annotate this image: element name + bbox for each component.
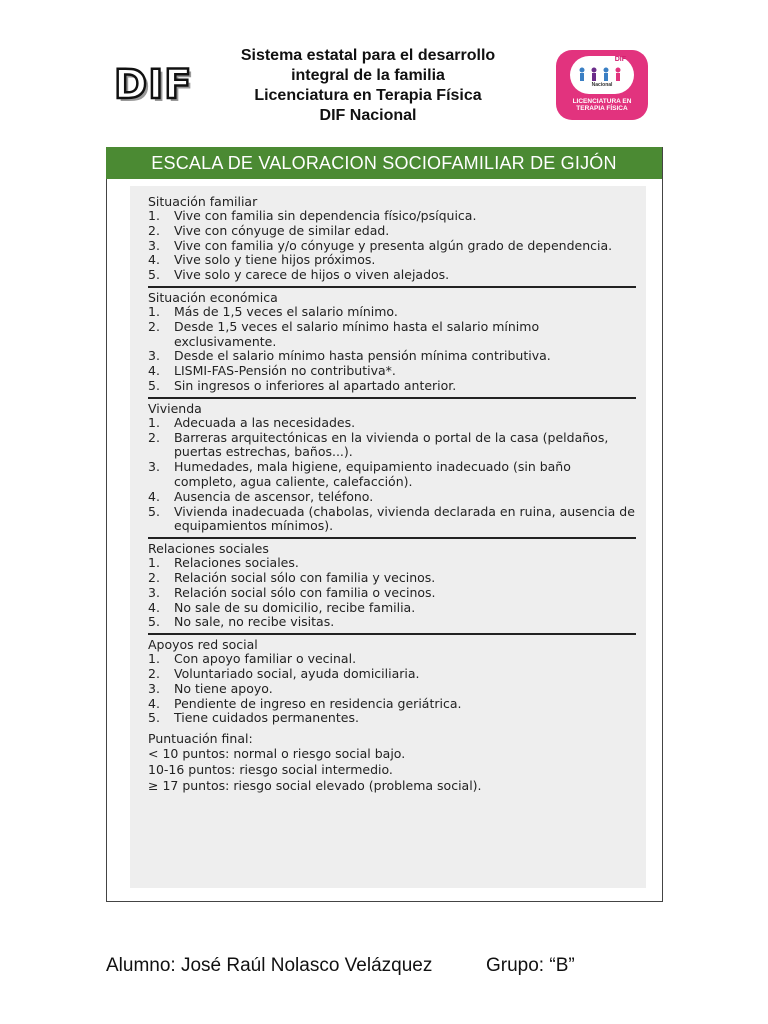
badge-caption: LICENCIATURA EN TERAPIA FÍSICA (572, 98, 632, 112)
section-item (148, 711, 636, 726)
item-number: 2. (148, 222, 160, 238)
people-icon (576, 66, 628, 82)
sections-container (148, 194, 636, 729)
section-item (148, 505, 636, 535)
badge-inner (570, 56, 634, 94)
item-text: No tiene apoyo. (174, 680, 273, 696)
item-text: Voluntariado social, ayuda domiciliaria. (174, 665, 420, 681)
item-text: LISMI-FAS-Pensión no contributiva*. (174, 363, 396, 379)
item-number: 1. (148, 555, 160, 571)
item-text: Humedades, mala higiene, equipamiento inadecuado (sin baño completo, agua caliente, calefacción). (174, 459, 571, 489)
section-item (148, 253, 636, 268)
section-item (148, 682, 636, 697)
item-number: 4. (148, 695, 160, 711)
item-number: 3. (148, 237, 160, 253)
section-title: Situación familiar (148, 194, 258, 209)
section-item (148, 460, 636, 490)
header-line-4: DIF Nacional (319, 107, 417, 124)
item-text: Vivienda inadecuada (chabolas, vivienda declarada en ruina, ausencia de equipamientos mínimos). (174, 503, 635, 534)
item-number: 2. (148, 318, 160, 334)
section-item (148, 615, 636, 630)
section-title: Apoyos red social (148, 637, 258, 653)
final-score-title: Puntuación final: (148, 731, 253, 747)
item-number: 1. (148, 208, 160, 223)
item-text: Pendiente de ingreso en residencia geriátrica. (174, 695, 462, 711)
item-number: 2. (148, 665, 160, 681)
section-item (148, 209, 636, 224)
item-text: Relación social sólo con familia o vecinos. (174, 584, 436, 600)
item-text: Desde 1,5 veces el salario mínimo hasta el salario mínimo exclusivamente. (174, 318, 540, 349)
item-text: Barreras arquitectónicas en la vivienda o portal de la casa (peldaños, puertas estrechas, baños...). (174, 429, 609, 460)
scale-sheet (130, 186, 646, 888)
section-item (148, 490, 636, 505)
item-number: 3. (148, 459, 160, 475)
item-number: 2. (148, 429, 160, 445)
item-text: Sin ingresos o inferiores al apartado anterior. (174, 377, 457, 393)
section-item (148, 431, 636, 461)
header-line-2: integral de la familia (291, 67, 445, 84)
section-item (148, 349, 636, 364)
item-text: Tiene cuidados permanentes. (174, 710, 359, 726)
section-title: Vivienda (148, 400, 202, 416)
section-item (148, 305, 636, 320)
item-text: Relaciones sociales. (174, 555, 299, 571)
item-number: 5. (148, 503, 160, 519)
licenciatura-badge-logo (556, 50, 648, 120)
item-text: Más de 1,5 veces el salario mínimo. (174, 303, 398, 319)
dif-logo: DIF (114, 62, 193, 108)
item-text: Vive solo y tiene hijos próximos. (174, 252, 376, 268)
item-number: 3. (148, 348, 160, 364)
item-number: 5. (148, 267, 160, 283)
section-item (148, 571, 636, 586)
item-text: Vive con cónyuge de similar edad. (174, 222, 390, 238)
item-number: 3. (148, 584, 160, 600)
institution-header (200, 46, 536, 126)
section-title: Situación económica (148, 289, 278, 305)
item-number: 4. (148, 252, 160, 268)
item-text: Ausencia de ascensor, teléfono. (174, 488, 374, 504)
item-number: 5. (148, 614, 160, 630)
scale-section (148, 637, 636, 729)
scale-section (148, 541, 636, 635)
section-item (148, 379, 636, 394)
item-number: 5. (148, 710, 160, 726)
item-number: 2. (148, 569, 160, 585)
item-number: 1. (148, 651, 160, 667)
section-title: Relaciones sociales (148, 541, 269, 557)
scale-section (148, 194, 636, 288)
item-number: 5. (148, 377, 160, 393)
item-text: No sale, no recibe visitas. (174, 614, 335, 630)
item-number: 3. (148, 680, 160, 696)
item-text: Relación social sólo con familia y vecinos. (174, 569, 436, 585)
section-item (148, 268, 636, 283)
header-line-1: Sistema estatal para el desarrollo (240, 47, 496, 64)
group-label: Grupo: “B” (486, 955, 575, 976)
item-text: Vive solo y carece de hijos o viven alejados. (174, 267, 450, 283)
section-item (148, 320, 636, 350)
item-text: Con apoyo familiar o vecinal. (174, 651, 357, 667)
item-text: Adecuada a las necesidades. (174, 414, 356, 430)
score-line-low: < 10 puntos: normal o riesgo social bajo. (148, 746, 406, 762)
badge-sub-text: Nacional (591, 82, 613, 88)
student-name: Alumno: José Raúl Nolasco Velázquez (106, 955, 433, 976)
badge-dif-text: DIF (614, 56, 626, 63)
score-line-intermediate: 10-16 puntos: riesgo social intermedio. (148, 762, 393, 778)
item-number: 4. (148, 488, 160, 504)
section-item (148, 556, 636, 571)
item-text: No sale de su domicilio, recibe familia. (174, 599, 416, 615)
section-item (148, 224, 636, 239)
final-score-section (148, 731, 636, 797)
item-text: Vive con familia sin dependencia físico/psíquica. (174, 208, 477, 223)
item-number: 1. (148, 414, 160, 430)
item-text: Vive con familia y/o cónyuge y presenta algún grado de dependencia. (174, 237, 613, 253)
section-item (148, 364, 636, 379)
scale-title-banner: ESCALA DE VALORACION SOCIOFAMILIAR DE GIJÓN (106, 147, 662, 179)
item-text: Desde el salario mínimo hasta pensión mínima contributiva. (174, 348, 551, 364)
scale-section (148, 290, 636, 399)
section-item (148, 697, 636, 712)
header-line-3: Licenciatura en Terapia Física (254, 87, 482, 104)
section-item (148, 601, 636, 616)
section-item (148, 667, 636, 682)
item-number: 1. (148, 303, 160, 319)
item-number: 4. (148, 363, 160, 379)
section-item (148, 652, 636, 667)
section-item (148, 239, 636, 254)
section-item (148, 416, 636, 431)
section-item (148, 586, 636, 601)
score-line-high: ≥ 17 puntos: riesgo social elevado (problema social). (148, 778, 482, 794)
scale-section (148, 401, 636, 539)
item-number: 4. (148, 599, 160, 615)
